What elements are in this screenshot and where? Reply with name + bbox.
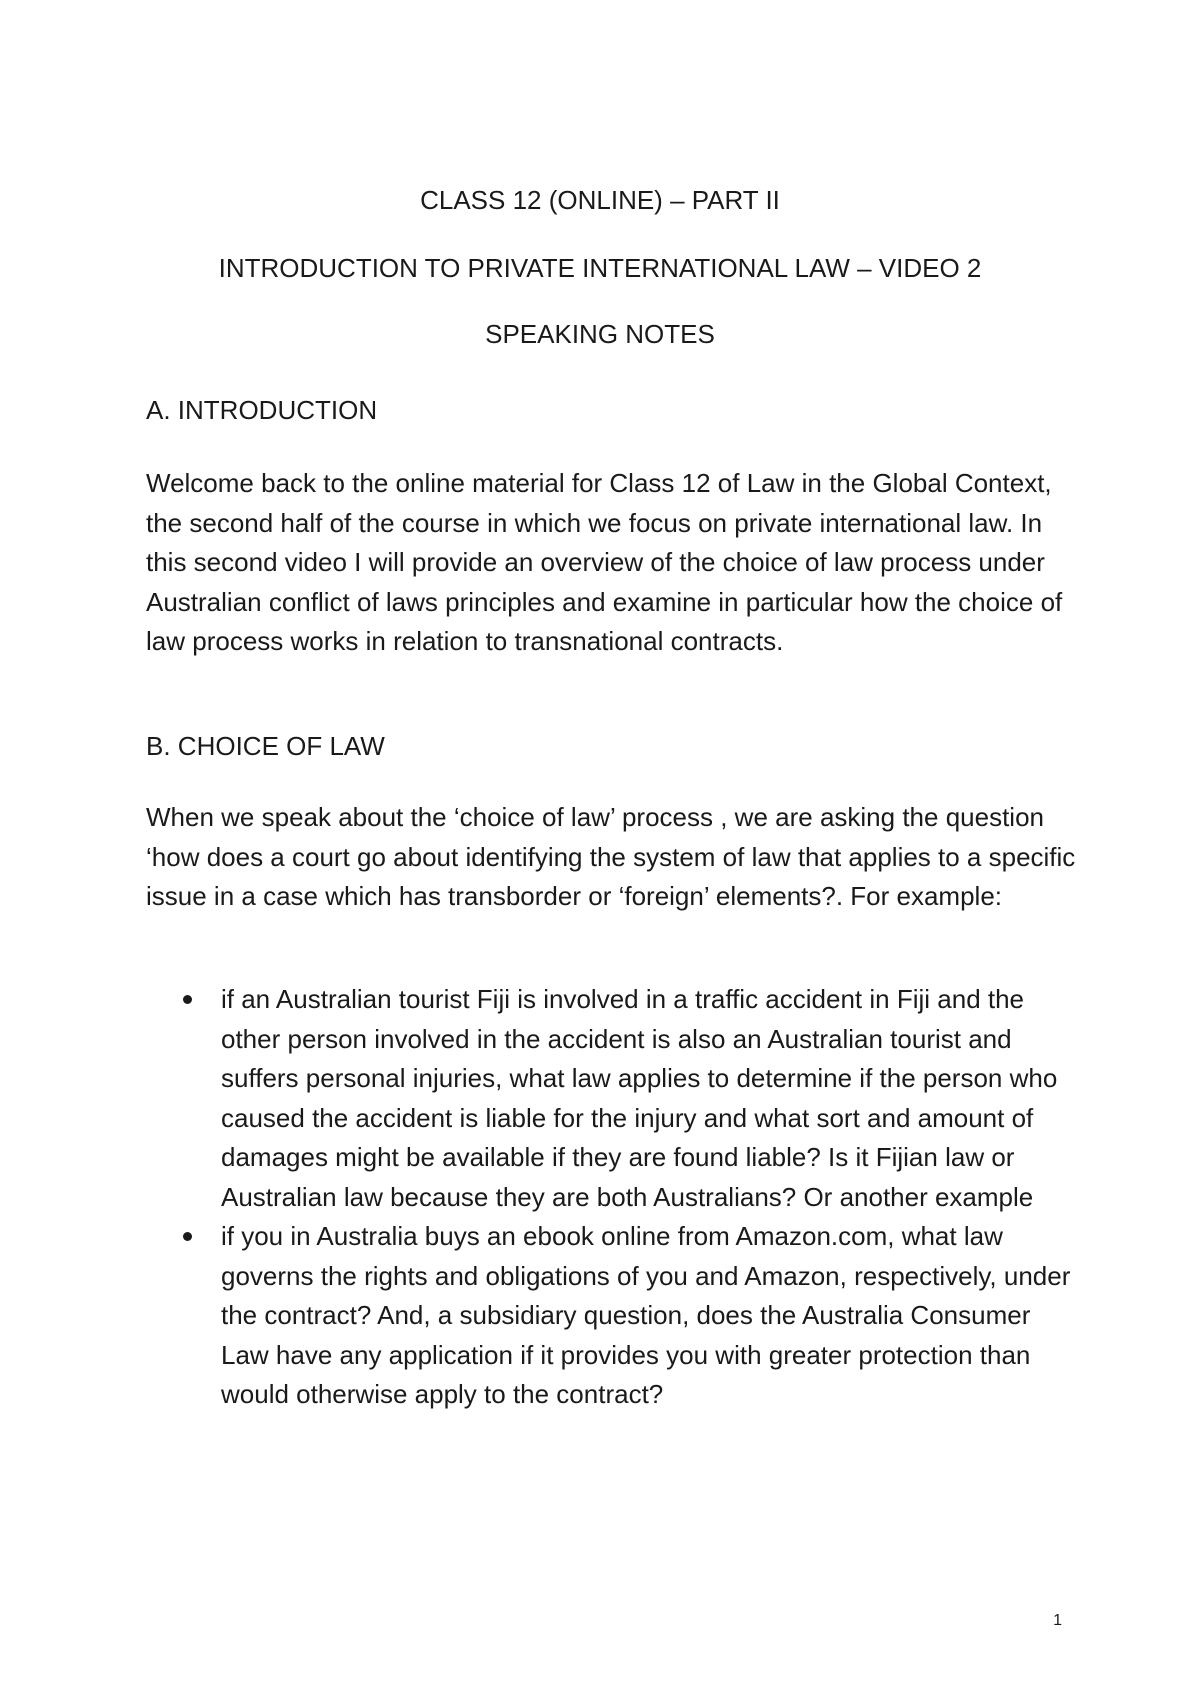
document-notes-label: SPEAKING NOTES [485, 319, 715, 349]
choice-of-law-paragraph: When we speak about the ‘choice of law’ process , we are asking the question ‘how does a court go about identifying the system of law that applies to a specific issue in a case which has transborder or ‘foreign’ elements?. For example: [146, 802, 1076, 911]
section-heading-choice-of-law: B. CHOICE OF LAW [146, 731, 385, 761]
list-item [146, 980, 1076, 1217]
list-item-text: if an Australian tourist Fiji is involved in a traffic accident in Fiji and the other person involved in the accident is also an Australian tourist and suffers personal injuries, what law applies to determine if the person who caused the accident is liable for the injury and what sort and amount of damages might be available if they are found liable? Is it Fijian law or Australian law because they are both Australians? Or another example [221, 984, 1058, 1212]
section-heading-introduction: A. INTRODUCTION [146, 395, 378, 425]
bullet-icon [183, 995, 192, 1004]
bullet-icon [183, 1232, 192, 1241]
list-item-text: if you in Australia buys an ebook online from Amazon.com, what law governs the rights and obligations of you and Amazon, respectively, under the contract? And, a subsidiary question, does the Australia Consumer Law have any application if it provides you with greater protection than would otherwise apply to the contract? [221, 1221, 1071, 1409]
list-item [146, 1217, 1076, 1415]
page-number: 1 [1053, 1612, 1062, 1629]
introduction-paragraph: Welcome back to the online material for Class 12 of Law in the Global Context, the second half of the course in which we focus on private international law. In this second video I will provide an overview of the choice of law process under Australian conflict of laws principles and examine in particular how the choice of law process works in relation to transnational contracts. [146, 468, 1063, 656]
document-subtitle: INTRODUCTION TO PRIVATE INTERNATIONAL LAW – VIDEO 2 [218, 253, 982, 283]
examples-list [146, 980, 1076, 1415]
document-title: CLASS 12 (ONLINE) – PART II [420, 185, 780, 215]
